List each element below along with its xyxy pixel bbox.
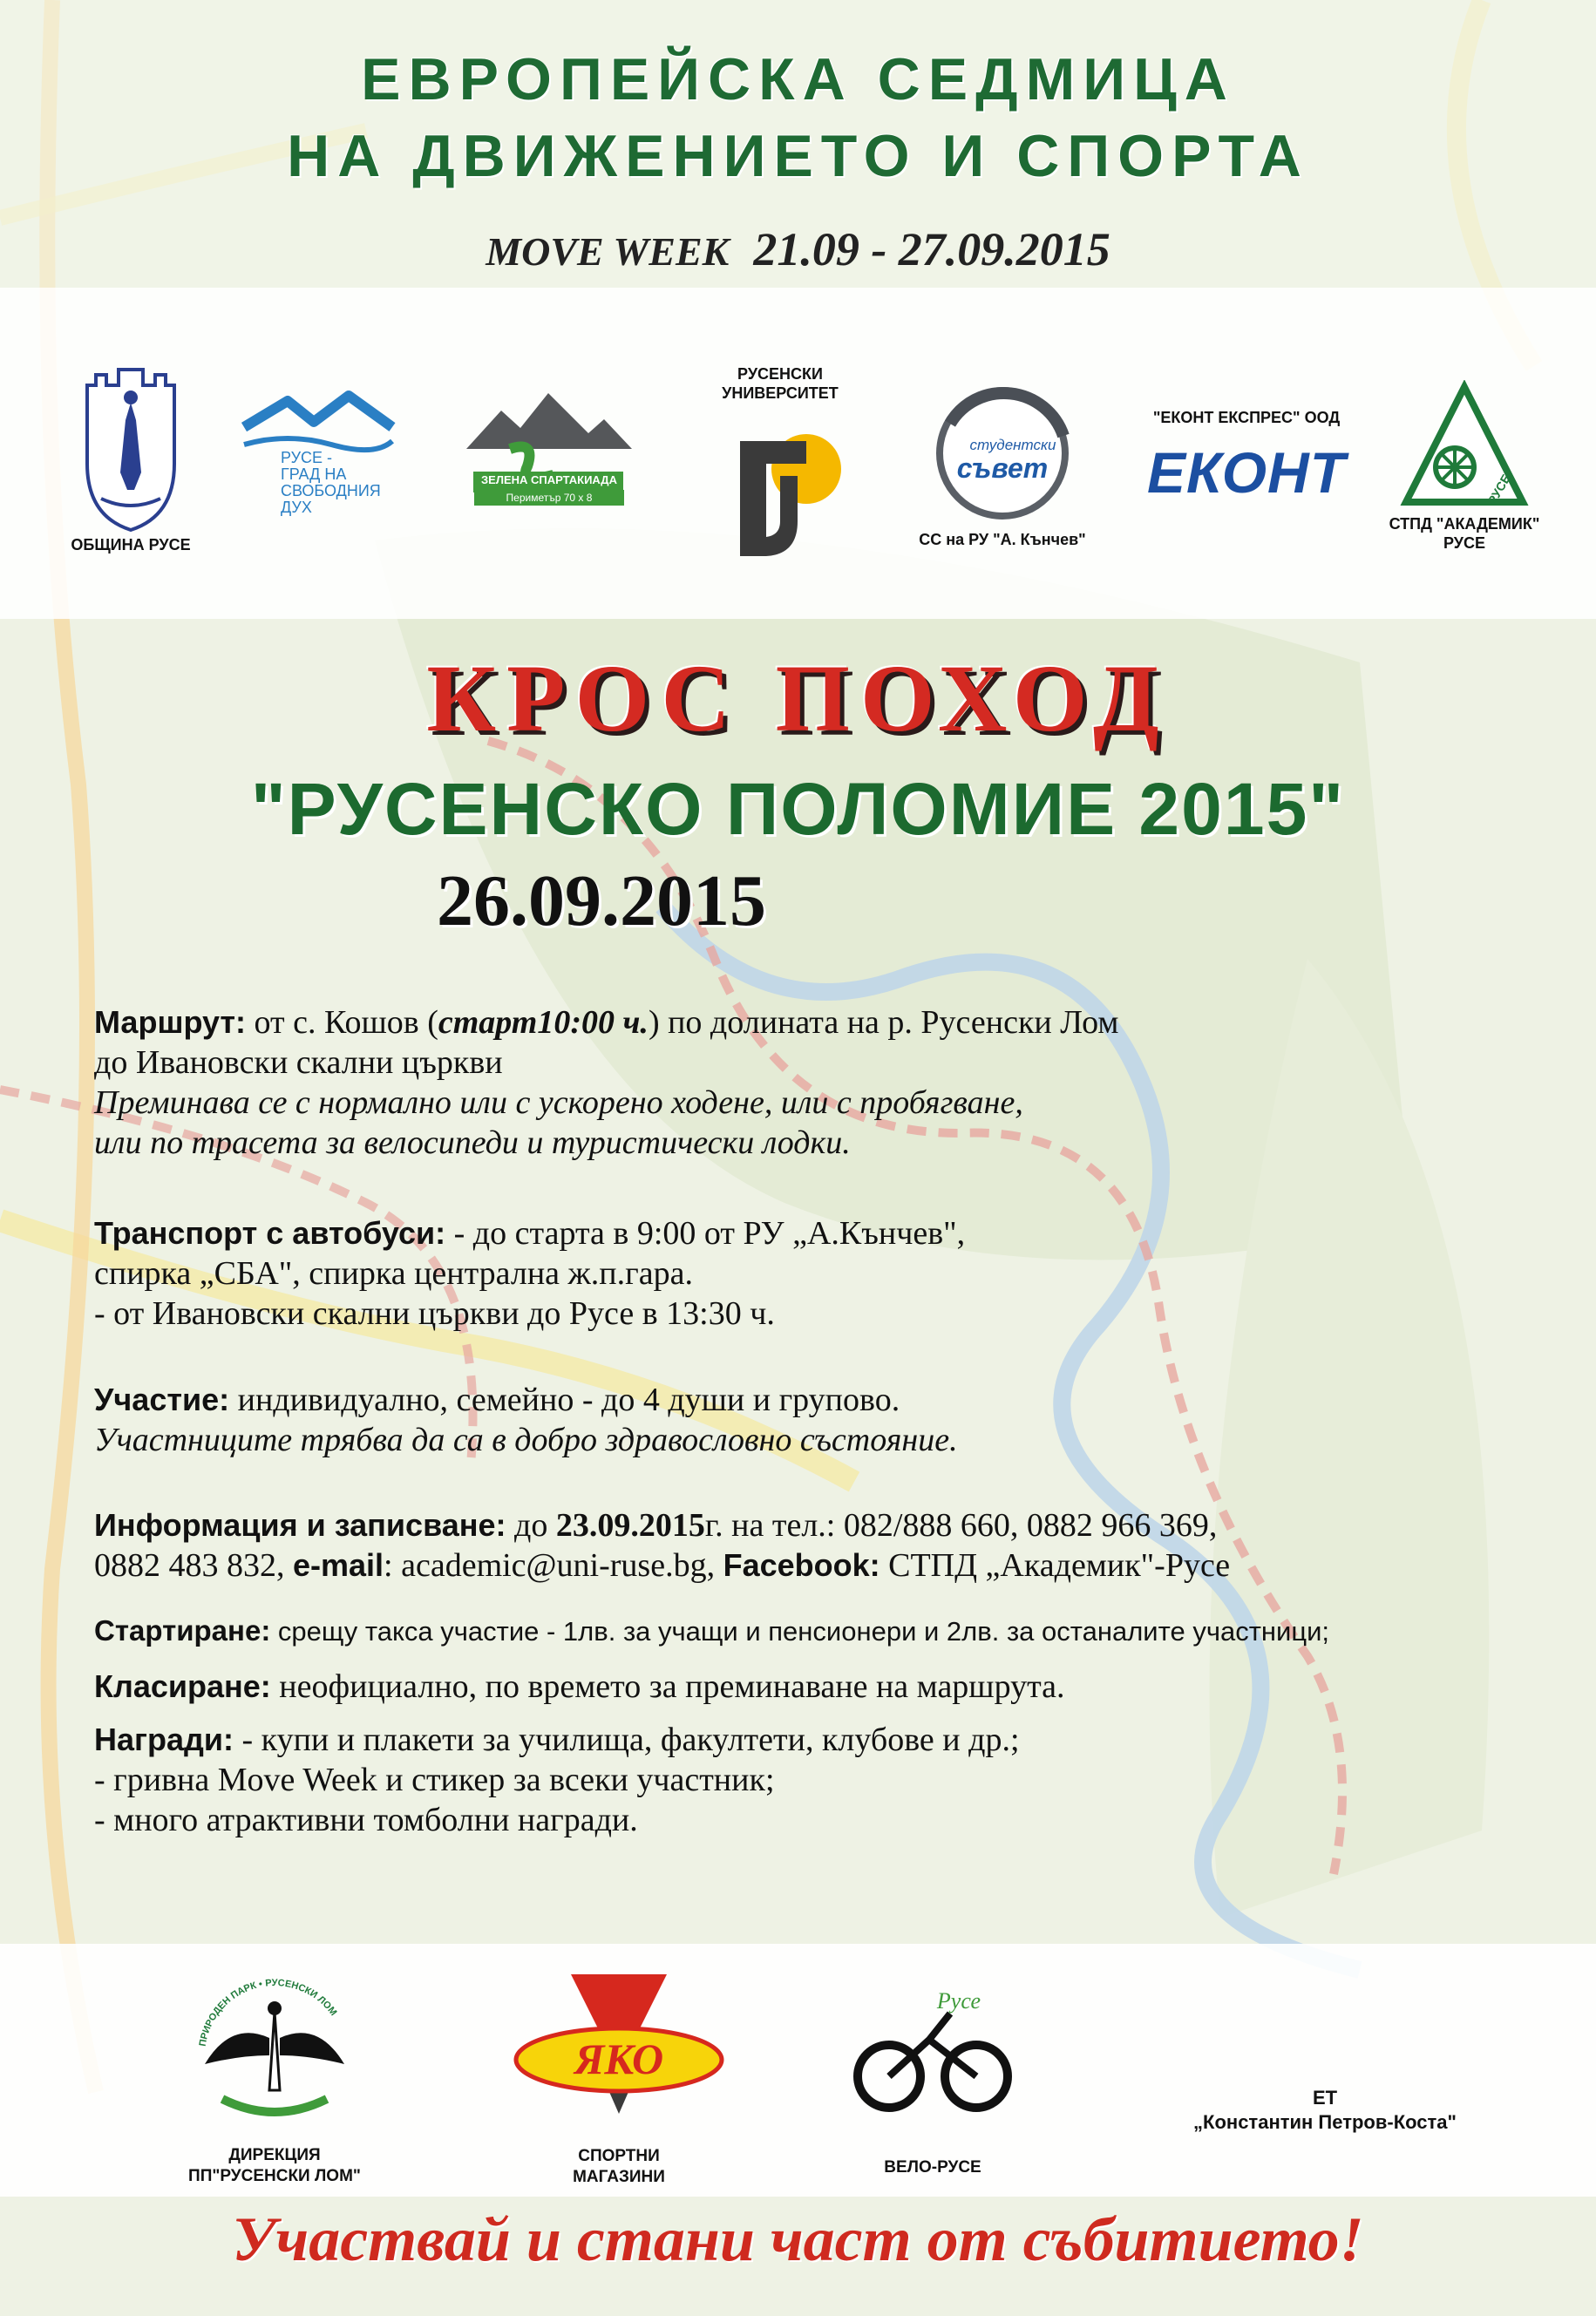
ruse-caption-3: СВОБОДНИЯ: [281, 482, 381, 499]
ruse-free-spirit-logo-icon: [235, 384, 401, 453]
info-deadline: 23.09.2015: [555, 1507, 705, 1544]
partner-yako-sport: [501, 1966, 737, 2188]
ranking-section: [94, 1667, 1559, 1707]
participation-text-1: индивидуално, семейно - до 4 души и групово.: [229, 1382, 900, 1418]
route-line-2: до Ивановски скални църкви: [94, 1044, 503, 1081]
university-caption-1: РУСЕНСКИ: [737, 365, 823, 383]
student-council-inner-1: студентски: [969, 437, 1056, 453]
nature-park-caption-2: ПП"РУСЕНСКИ ЛОМ": [188, 2167, 361, 2185]
info-facebook-label: Facebook:: [723, 1547, 880, 1583]
sponsor-student-council: [889, 384, 1116, 549]
move-week-range: 21.09 - 27.09.2015: [753, 223, 1110, 275]
awards-label: Награди:: [94, 1722, 234, 1757]
yako-brand: ЯКО: [574, 2034, 664, 2083]
academic-caption-1: СТПД "АКАДЕМИК": [1389, 515, 1540, 533]
nature-park-caption-1: ДИРЕКЦИЯ: [228, 2146, 321, 2164]
info-text-1: до: [506, 1507, 556, 1544]
academic-caption-2: РУСЕ: [1443, 534, 1485, 552]
student-council-inner-2: съвет: [956, 452, 1049, 484]
yako-sport-logo-icon: [510, 1966, 728, 2140]
move-week-dates: [0, 222, 1596, 276]
info-section: [94, 1505, 1559, 1586]
yako-caption-2: МАГАЗИНИ: [573, 2168, 665, 2186]
header-line-2: НА ДВИЖЕНИЕТО И СПОРТА: [287, 123, 1309, 189]
awards-line-2: - гривна Move Week и стикер за всеки участник;: [94, 1762, 775, 1798]
event-name: "РУСЕНСКО ПОЛОМИЕ 2015": [250, 768, 1346, 850]
route-section: [94, 1002, 1559, 1163]
transport-section: [94, 1213, 1559, 1334]
academic-club-triangle-icon: [1399, 380, 1530, 511]
kosta-caption-1: ЕТ: [1312, 2087, 1338, 2109]
econt-brand: ЕКОНТ: [1146, 440, 1347, 505]
sponsor-ruse-free-spirit: [235, 384, 401, 516]
university-caption-2: УНИВЕРСИТЕТ: [722, 384, 839, 402]
slogan: Участвай и стани част от събитието!: [232, 2204, 1364, 2274]
velo-ruse-bicycle-icon: [846, 1979, 1020, 2118]
spartakiada-caption-2: Периметър 70 х 8: [474, 490, 624, 506]
event-title: КРОС ПОХОД: [426, 645, 1170, 751]
sponsor-green-spartakiada: [458, 388, 641, 506]
start-fee-section: [94, 1611, 1559, 1652]
partner-velo-ruse: [837, 1979, 1029, 2178]
sponsor-ruse-university: [689, 364, 872, 563]
kosta-caption-2: „Константин Петров-Коста": [1193, 2111, 1457, 2133]
info-facebook[interactable]: СТПД „Академик"-Русе: [879, 1547, 1231, 1584]
partner-et-kosta: [1133, 2086, 1517, 2135]
sponsor-academic-club: [1368, 380, 1560, 553]
velo-ruse-brand: Русе: [936, 1988, 981, 2014]
start-fee-label: Стартиране:: [94, 1614, 271, 1647]
ruse-caption-4: ДУХ: [281, 499, 312, 516]
spartakiada-caption-1: ЗЕЛЕНА СПАРТАКИАДА: [481, 473, 617, 486]
sponsor-caption: СС на РУ "А. Кънчев": [919, 531, 1086, 548]
info-phone-3: 0882 483 832,: [94, 1547, 293, 1584]
start-fee-text: срещу такса участие - 1лв. за учащи и пенсионери и 2лв. за останалите участници;: [270, 1616, 1330, 1647]
route-start-time: старт10:00 ч.: [438, 1004, 649, 1041]
route-start-open: (: [427, 1004, 438, 1041]
participation-label: Участие:: [94, 1382, 230, 1417]
transport-line-3: - от Ивановски скални църкви до Русе в 13:30 ч.: [94, 1295, 775, 1332]
move-week-label: MOVE WEEK: [486, 229, 730, 274]
route-text-1: от с. Кошов: [246, 1004, 428, 1041]
velo-ruse-caption: ВЕЛО-РУСЕ: [884, 2158, 981, 2177]
ruse-university-logo-icon: [710, 415, 850, 563]
ruse-coat-of-arms-icon: [78, 359, 183, 533]
sponsor-caption: ОБЩИНА РУСЕ: [71, 536, 191, 554]
route-start-close: ): [648, 1004, 660, 1041]
ranking-text: неофициално, по времето за преминаване на маршрута.: [270, 1668, 1065, 1705]
sponsor-obshtina-ruse: [44, 359, 218, 554]
svg-text:ПРИРОДЕН ПАРК • РУСЕНСКИ ЛОМ: [198, 1978, 339, 2047]
participation-section: [94, 1380, 1559, 1460]
nature-park-ring-text: ПРИРОДЕН ПАРК • РУСЕНСКИ ЛОМ: [197, 1977, 339, 2048]
ranking-label: Класиране:: [94, 1668, 271, 1704]
route-line-3: Преминава се с нормално или с ускорено ходене, или с пробягване,: [94, 1084, 1023, 1121]
awards-section: [94, 1720, 1559, 1840]
info-label: Информация и записване:: [94, 1507, 506, 1543]
academic-club-badge: РУСЕ: [1484, 472, 1513, 507]
awards-text-1: - купи и плакети за училища, факултети, клубове и др.;: [234, 1722, 1020, 1758]
partner-nature-park: [153, 1959, 397, 2187]
student-council-logo-icon: [933, 384, 1072, 523]
awards-line-3: - много атрактивни томболни награди.: [94, 1802, 638, 1838]
econt-logo-icon: [1116, 439, 1377, 506]
route-text-2: по долината на р. Русенски Лом: [659, 1004, 1119, 1041]
stork-nature-park-icon: [179, 1959, 370, 2134]
route-line-4: или по трасета за велосипеди и туристически лодки.: [94, 1124, 851, 1161]
transport-line-2: спирка „СБА", спирка централна ж.п.гара.: [94, 1255, 693, 1292]
event-date: 26.09.2015: [437, 860, 766, 941]
ruse-caption-1: РУСЕ -: [281, 449, 333, 466]
info-text-2: г. на тел.: 082/888 660, 0882 966 369,: [704, 1507, 1218, 1544]
participation-line-2: Участниците трябва да са в добро здравословно състояние.: [94, 1422, 958, 1458]
header-line-1: ЕВРОПЕЙСКА СЕДМИЦА: [361, 46, 1235, 112]
yako-caption-1: СПОРТНИ: [578, 2147, 660, 2165]
sponsor-econt: [1116, 408, 1377, 506]
route-label: Маршрут:: [94, 1004, 247, 1040]
transport-label: Транспорт с автобуси:: [94, 1215, 446, 1251]
info-email[interactable]: : academic@uni-ruse.bg,: [384, 1547, 723, 1584]
info-email-label: e-mail: [293, 1547, 384, 1583]
econt-caption: "ЕКОНТ ЕКСПРЕС" ООД: [1152, 409, 1341, 426]
ruse-caption-2: ГРАД НА: [281, 465, 347, 483]
transport-text-1: - до старта в 9:00 от РУ „А.Кънчев",: [445, 1215, 966, 1252]
